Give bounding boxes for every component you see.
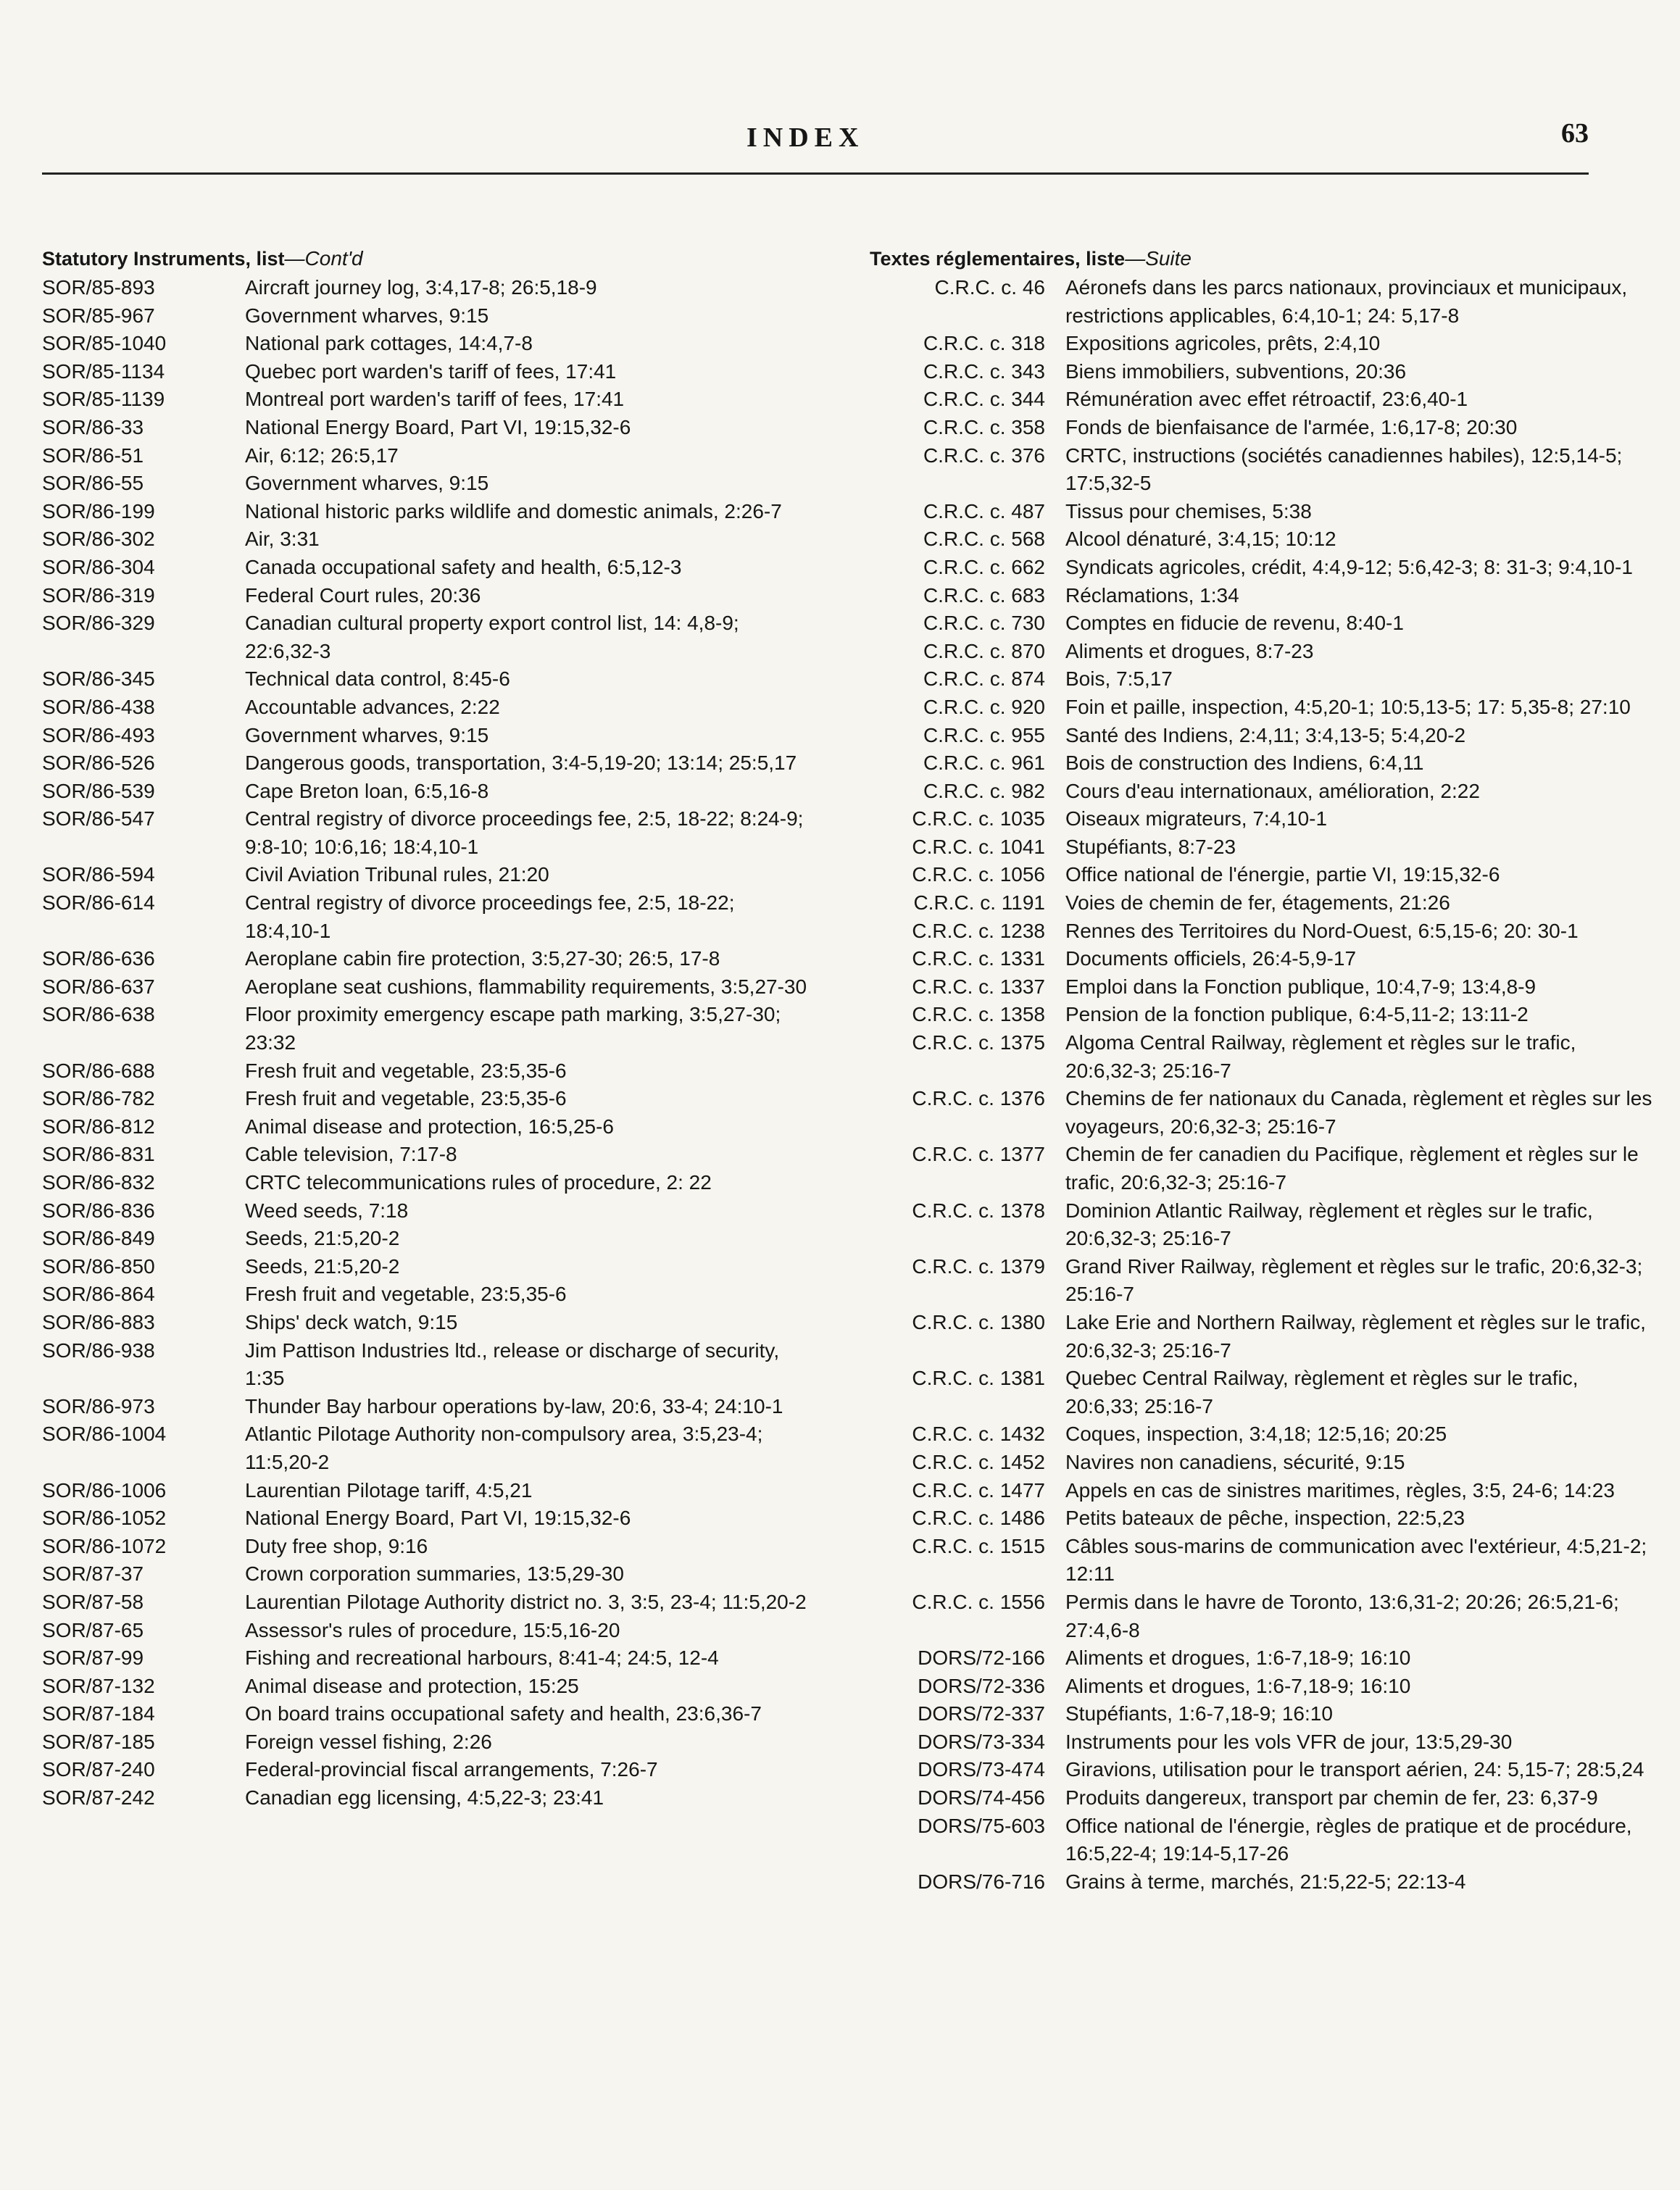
header-rule bbox=[42, 172, 1589, 175]
entry-description: Government wharves, 9:15 bbox=[245, 472, 489, 495]
entry-code: C.R.C. c. 1432 bbox=[912, 1423, 1045, 1446]
entry-code: SOR/85-1040 bbox=[42, 332, 167, 355]
index-entry bbox=[42, 1560, 810, 1589]
index-entry bbox=[42, 498, 810, 526]
entry-code: C.R.C. c. 376 bbox=[923, 444, 1045, 467]
entry-code: SOR/86-493 bbox=[42, 723, 155, 746]
index-entry bbox=[42, 470, 810, 498]
entry-code: SOR/86-1004 bbox=[42, 1423, 167, 1446]
index-entry bbox=[870, 749, 1652, 778]
index-entry bbox=[870, 414, 1652, 442]
index-entry bbox=[870, 1001, 1652, 1029]
entry-description: National Energy Board, Part VI, 19:15,32-6 bbox=[245, 1507, 631, 1530]
right-index-column bbox=[870, 246, 1652, 1896]
entry-description: Technical data control, 8:45-6 bbox=[245, 667, 510, 691]
entry-description: Chemins de fer nationaux du Canada, règlement et règles sur les voyageurs, 20:6,32-3; 25:16-7 bbox=[1065, 1087, 1652, 1138]
entry-code: C.R.C. c. 344 bbox=[923, 388, 1045, 411]
index-entry bbox=[870, 861, 1652, 889]
index-entry bbox=[42, 1001, 810, 1057]
entry-description: Animal disease and protection, 16:5,25-6 bbox=[245, 1115, 614, 1138]
entry-code: C.R.C. c. 874 bbox=[923, 667, 1045, 691]
entry-description: Foreign vessel fishing, 2:26 bbox=[245, 1730, 492, 1753]
entry-description: Aircraft journey log, 3:4,17-8; 26:5,18-9 bbox=[245, 276, 597, 299]
entry-description: Fishing and recreational harbours, 8:41-4; 24:5, 12-4 bbox=[245, 1646, 719, 1670]
entry-description: National Energy Board, Part VI, 19:15,32-6 bbox=[245, 415, 631, 438]
entry-code: SOR/86-614 bbox=[42, 891, 155, 915]
index-entry bbox=[870, 945, 1652, 973]
entry-description: Navires non canadiens, sécurité, 9:15 bbox=[1065, 1450, 1405, 1473]
index-entry bbox=[42, 665, 810, 694]
index-entry bbox=[42, 861, 810, 889]
entry-description: Lake Erie and Northern Railway, règlement et règles sur le trafic, 20:6,32-3; 25:16-7 bbox=[1065, 1310, 1646, 1362]
index-entry bbox=[870, 582, 1652, 610]
entry-description: Montreal port warden's tariff of fees, 17:41 bbox=[245, 388, 625, 411]
index-entry bbox=[42, 442, 810, 470]
index-entry bbox=[870, 1812, 1652, 1868]
entry-description: Laurentian Pilotage tariff, 4:5,21 bbox=[245, 1478, 533, 1502]
entry-description: Tissus pour chemises, 5:38 bbox=[1065, 499, 1312, 522]
index-entry bbox=[42, 1700, 810, 1728]
entry-code: SOR/86-33 bbox=[42, 415, 144, 438]
entry-description: Weed seeds, 7:18 bbox=[245, 1199, 409, 1222]
index-entry bbox=[870, 358, 1652, 386]
left-heading-text: Statutory Instruments, list bbox=[42, 248, 285, 270]
entry-description: CRTC telecommunications rules of procedure, 2: 22 bbox=[245, 1171, 712, 1194]
entry-code: C.R.C. c. 46 bbox=[934, 276, 1045, 299]
entry-description: CRTC, instructions (sociétés canadiennes habiles), 12:5,14-5; 17:5,32-5 bbox=[1065, 444, 1623, 495]
index-entry bbox=[42, 582, 810, 610]
entry-code: SOR/87-184 bbox=[42, 1702, 155, 1725]
index-entry bbox=[42, 749, 810, 778]
entry-description: Santé des Indiens, 2:4,11; 3:4,13-5; 5:4,20-2 bbox=[1065, 723, 1466, 746]
entry-code: C.R.C. c. 1380 bbox=[912, 1310, 1045, 1333]
entry-description: Foin et paille, inspection, 4:5,20-1; 10:5,13-5; 17: 5,35-8; 27:10 bbox=[1065, 695, 1631, 718]
index-entry bbox=[42, 1309, 810, 1337]
entry-description: Animal disease and protection, 15:25 bbox=[245, 1674, 579, 1697]
left-index-column bbox=[42, 246, 810, 1812]
entry-description: Fonds de bienfaisance de l'armée, 1:6,17-8; 20:30 bbox=[1065, 415, 1518, 438]
entry-description: Aeroplane cabin fire protection, 3:5,27-30; 26:5, 17-8 bbox=[245, 947, 720, 970]
entry-code: SOR/87-65 bbox=[42, 1618, 144, 1641]
entry-description: Réclamations, 1:34 bbox=[1065, 583, 1239, 607]
entry-code: C.R.C. c. 730 bbox=[923, 612, 1045, 635]
right-heading-suffix: —Suite bbox=[1125, 247, 1192, 270]
index-entry bbox=[42, 1673, 810, 1701]
index-entry bbox=[42, 694, 810, 722]
entry-code: SOR/86-836 bbox=[42, 1199, 155, 1222]
entry-description: Documents officiels, 26:4-5,9-17 bbox=[1065, 947, 1357, 970]
entry-description: Canada occupational safety and health, 6:5,12-3 bbox=[245, 555, 682, 578]
right-entry-list bbox=[870, 274, 1652, 1896]
entry-code: C.R.C. c. 982 bbox=[923, 779, 1045, 802]
entry-description: Permis dans le havre de Toronto, 13:6,31-2; 20:26; 26:5,21-6; 27:4,6-8 bbox=[1065, 1590, 1619, 1641]
entry-description: Government wharves, 9:15 bbox=[245, 723, 489, 746]
entry-description: Cape Breton loan, 6:5,16-8 bbox=[245, 779, 489, 802]
index-entry bbox=[42, 805, 810, 861]
entry-description: Office national de l'énergie, règles de pratique et de procédure, 16:5,22-4; 19:14-5,17-26 bbox=[1065, 1814, 1632, 1865]
entry-description: Atlantic Pilotage Authority non-compulsory area, 3:5,23-4; 11:5,20-2 bbox=[245, 1423, 763, 1473]
left-heading-suffix: —Cont'd bbox=[284, 247, 363, 270]
entry-code: SOR/87-37 bbox=[42, 1562, 144, 1586]
entry-description: Aeroplane seat cushions, flammability requirements, 3:5,27-30 bbox=[245, 975, 807, 998]
entry-code: C.R.C. c. 1452 bbox=[912, 1450, 1045, 1473]
entry-description: Cable television, 7:17-8 bbox=[245, 1143, 457, 1166]
index-entry bbox=[870, 638, 1652, 666]
entry-code: DORS/76-716 bbox=[918, 1870, 1045, 1893]
index-entry bbox=[870, 1141, 1652, 1196]
entry-code: SOR/86-329 bbox=[42, 612, 155, 635]
entry-code: SOR/86-345 bbox=[42, 667, 155, 691]
entry-code: SOR/86-438 bbox=[42, 695, 155, 718]
entry-description: Office national de l'énergie, partie VI, 19:15,32-6 bbox=[1065, 863, 1500, 886]
entry-code: DORS/74-456 bbox=[918, 1786, 1045, 1810]
entry-code: DORS/72-336 bbox=[918, 1674, 1045, 1697]
entry-code: SOR/86-55 bbox=[42, 472, 144, 495]
entry-code: SOR/86-304 bbox=[42, 555, 155, 578]
index-entry bbox=[870, 1085, 1652, 1141]
entry-code: SOR/85-1139 bbox=[42, 388, 165, 411]
index-entry bbox=[42, 1756, 810, 1784]
entry-code: C.R.C. c. 343 bbox=[923, 359, 1045, 383]
entry-code: DORS/73-474 bbox=[918, 1758, 1045, 1781]
entry-description: On board trains occupational safety and health, 23:6,36-7 bbox=[245, 1702, 762, 1725]
entry-code: DORS/72-337 bbox=[918, 1702, 1045, 1725]
entry-code: SOR/86-594 bbox=[42, 863, 155, 886]
left-entry-list bbox=[42, 274, 810, 1812]
index-entry bbox=[42, 1169, 810, 1197]
entry-code: SOR/86-636 bbox=[42, 947, 155, 970]
entry-description: Seeds, 21:5,20-2 bbox=[245, 1254, 400, 1278]
entry-code: SOR/86-832 bbox=[42, 1171, 155, 1194]
index-entry bbox=[870, 1253, 1652, 1309]
entry-description: Syndicats agricoles, crédit, 4:4,9-12; 5:6,42-3; 8: 31-3; 9:4,10-1 bbox=[1065, 555, 1633, 578]
entry-description: Laurentian Pilotage Authority district no. 3, 3:5, 23-4; 11:5,20-2 bbox=[245, 1590, 807, 1613]
index-entry bbox=[870, 1197, 1652, 1253]
entry-code: C.R.C. c. 1377 bbox=[912, 1143, 1045, 1166]
entry-code: SOR/86-938 bbox=[42, 1338, 155, 1362]
entry-description: Floor proximity emergency escape path marking, 3:5,27-30; 23:32 bbox=[245, 1003, 781, 1054]
index-entry bbox=[870, 1504, 1652, 1533]
index-entry bbox=[870, 1420, 1652, 1449]
entry-description: Air, 3:31 bbox=[245, 528, 320, 551]
index-entry bbox=[870, 498, 1652, 526]
entry-code: C.R.C. c. 1041 bbox=[912, 835, 1045, 858]
index-entry bbox=[42, 1085, 810, 1113]
entry-code: SOR/87-240 bbox=[42, 1758, 155, 1781]
index-entry bbox=[870, 442, 1652, 498]
entry-description: Federal-provincial fiscal arrangements, 7:26-7 bbox=[245, 1758, 658, 1781]
entry-code: SOR/87-58 bbox=[42, 1590, 144, 1613]
index-entry bbox=[42, 1337, 810, 1393]
entry-code: SOR/86-1072 bbox=[42, 1534, 167, 1557]
entry-description: Instruments pour les vols VFR de jour, 13:5,29-30 bbox=[1065, 1730, 1513, 1753]
index-entry bbox=[870, 1365, 1652, 1420]
entry-description: Bois, 7:5,17 bbox=[1065, 667, 1173, 691]
entry-description: Fresh fruit and vegetable, 23:5,35-6 bbox=[245, 1283, 567, 1306]
entry-description: Algoma Central Railway, règlement et règles sur le trafic, 20:6,32-3; 25:16-7 bbox=[1065, 1031, 1576, 1082]
entry-description: Central registry of divorce proceedings fee, 2:5, 18-22; 18:4,10-1 bbox=[245, 891, 735, 942]
index-entry bbox=[42, 973, 810, 1002]
entry-description: Biens immobiliers, subventions, 20:36 bbox=[1065, 359, 1407, 383]
right-column-heading bbox=[870, 246, 1652, 271]
index-entry bbox=[870, 1784, 1652, 1812]
entry-code: C.R.C. c. 487 bbox=[923, 499, 1045, 522]
index-entry bbox=[42, 1197, 810, 1225]
index-entry bbox=[42, 945, 810, 973]
entry-code: C.R.C. c. 1556 bbox=[912, 1590, 1045, 1613]
index-entry bbox=[870, 554, 1652, 582]
index-entry bbox=[870, 805, 1652, 833]
entry-description: Accountable advances, 2:22 bbox=[245, 695, 500, 718]
entry-code: SOR/86-782 bbox=[42, 1087, 155, 1110]
entry-code: SOR/86-1006 bbox=[42, 1478, 167, 1502]
entry-code: C.R.C. c. 1376 bbox=[912, 1087, 1045, 1110]
page-number: 63 bbox=[1561, 118, 1589, 149]
entry-description: Grains à terme, marchés, 21:5,22-5; 22:13-4 bbox=[1065, 1870, 1466, 1893]
entry-code: C.R.C. c. 662 bbox=[923, 555, 1045, 578]
index-entry bbox=[42, 1253, 810, 1281]
index-entry bbox=[42, 414, 810, 442]
index-entry bbox=[870, 722, 1652, 750]
entry-code: SOR/85-893 bbox=[42, 276, 155, 299]
entry-description: Federal Court rules, 20:36 bbox=[245, 583, 481, 607]
entry-description: Coques, inspection, 3:4,18; 12:5,16; 20:25 bbox=[1065, 1423, 1447, 1446]
entry-description: Seeds, 21:5,20-2 bbox=[245, 1227, 400, 1250]
entry-code: DORS/75-603 bbox=[918, 1814, 1045, 1837]
index-entry bbox=[870, 1533, 1652, 1589]
index-entry bbox=[870, 1477, 1652, 1505]
page-title: INDEX bbox=[747, 122, 865, 153]
entry-code: C.R.C. c. 955 bbox=[923, 723, 1045, 746]
entry-code: SOR/87-242 bbox=[42, 1786, 155, 1810]
entry-description: Government wharves, 9:15 bbox=[245, 304, 489, 327]
left-column-heading bbox=[42, 246, 810, 271]
entry-code: C.R.C. c. 1337 bbox=[912, 975, 1045, 998]
index-entry bbox=[42, 1784, 810, 1812]
entry-code: SOR/86-199 bbox=[42, 499, 155, 522]
entry-description: Stupéfiants, 8:7-23 bbox=[1065, 835, 1236, 858]
entry-description: Dominion Atlantic Railway, règlement et règles sur le trafic, 20:6,32-3; 25:16-7 bbox=[1065, 1199, 1593, 1250]
entry-code: SOR/87-185 bbox=[42, 1730, 155, 1753]
entry-description: Aliments et drogues, 1:6-7,18-9; 16:10 bbox=[1065, 1646, 1411, 1670]
entry-description: Comptes en fiducie de revenu, 8:40-1 bbox=[1065, 612, 1404, 635]
entry-description: Aliments et drogues, 1:6-7,18-9; 16:10 bbox=[1065, 1674, 1411, 1697]
index-entry bbox=[42, 1533, 810, 1561]
entry-code: C.R.C. c. 318 bbox=[923, 332, 1045, 355]
index-entry bbox=[870, 1029, 1652, 1085]
index-entry bbox=[42, 1589, 810, 1617]
entry-code: SOR/86-1052 bbox=[42, 1507, 167, 1530]
index-entry bbox=[42, 1281, 810, 1309]
index-entry bbox=[870, 330, 1652, 358]
index-entry bbox=[42, 1504, 810, 1533]
index-entry bbox=[870, 1644, 1652, 1673]
entry-code: SOR/86-849 bbox=[42, 1227, 155, 1250]
entry-code: C.R.C. c. 358 bbox=[923, 415, 1045, 438]
index-entry bbox=[870, 1868, 1652, 1897]
entry-code: SOR/86-831 bbox=[42, 1143, 155, 1166]
entry-description: Grand River Railway, règlement et règles sur le trafic, 20:6,32-3; 25:16-7 bbox=[1065, 1254, 1643, 1306]
index-entry bbox=[42, 1225, 810, 1253]
entry-description: Ships' deck watch, 9:15 bbox=[245, 1310, 458, 1333]
index-entry bbox=[42, 1393, 810, 1421]
entry-code: DORS/73-334 bbox=[918, 1730, 1045, 1753]
index-entry bbox=[42, 609, 810, 665]
index-entry bbox=[870, 1728, 1652, 1757]
index-entry bbox=[42, 1477, 810, 1505]
index-entry bbox=[870, 833, 1652, 862]
index-entry bbox=[870, 694, 1652, 722]
entry-code: SOR/86-864 bbox=[42, 1283, 155, 1306]
entry-description: Expositions agricoles, prêts, 2:4,10 bbox=[1065, 332, 1381, 355]
entry-code: SOR/86-850 bbox=[42, 1254, 155, 1278]
entry-description: Central registry of divorce proceedings fee, 2:5, 18-22; 8:24-9; 9:8-10; 10:6,16; 18:4,10-1 bbox=[245, 807, 804, 858]
index-entry bbox=[42, 554, 810, 582]
entry-code: SOR/86-637 bbox=[42, 975, 155, 998]
entry-code: C.R.C. c. 1381 bbox=[912, 1367, 1045, 1390]
index-entry bbox=[42, 1420, 810, 1476]
entry-description: Bois de construction des Indiens, 6:4,11 bbox=[1065, 751, 1424, 775]
index-entry bbox=[870, 1309, 1652, 1365]
entry-description: Appels en cas de sinistres maritimes, règles, 3:5, 24-6; 14:23 bbox=[1065, 1478, 1615, 1502]
entry-description: Cours d'eau internationaux, amélioration, 2:22 bbox=[1065, 779, 1480, 802]
entry-description: Fresh fruit and vegetable, 23:5,35-6 bbox=[245, 1087, 567, 1110]
entry-code: C.R.C. c. 1379 bbox=[912, 1254, 1045, 1278]
entry-code: C.R.C. c. 1035 bbox=[912, 807, 1045, 830]
entry-code: C.R.C. c. 1486 bbox=[912, 1507, 1045, 1530]
index-entry bbox=[870, 778, 1652, 806]
entry-description: Duty free shop, 9:16 bbox=[245, 1534, 428, 1557]
entry-code: SOR/85-967 bbox=[42, 304, 155, 327]
entry-description: Alcool dénaturé, 3:4,15; 10:12 bbox=[1065, 528, 1336, 551]
entry-description: Stupéfiants, 1:6-7,18-9; 16:10 bbox=[1065, 1702, 1333, 1725]
entry-description: Voies de chemin de fer, étagements, 21:26 bbox=[1065, 891, 1450, 915]
index-entry bbox=[42, 525, 810, 554]
entry-code: C.R.C. c. 1056 bbox=[912, 863, 1045, 886]
entry-description: Chemin de fer canadien du Pacifique, règlement et règles sur le trafic, 20:6,32-3; 25:16-7 bbox=[1065, 1143, 1639, 1194]
index-entry bbox=[42, 1617, 810, 1645]
entry-description: Câbles sous-marins de communication avec l'extérieur, 4:5,21-2; 12:11 bbox=[1065, 1534, 1647, 1586]
entry-code: C.R.C. c. 1375 bbox=[912, 1031, 1045, 1054]
entry-description: Thunder Bay harbour operations by-law, 20:6, 33-4; 24:10-1 bbox=[245, 1394, 783, 1417]
entry-description: National park cottages, 14:4,7-8 bbox=[245, 332, 533, 355]
entry-code: C.R.C. c. 1515 bbox=[912, 1534, 1045, 1557]
entry-code: C.R.C. c. 961 bbox=[923, 751, 1045, 775]
entry-code: SOR/86-526 bbox=[42, 751, 155, 775]
entry-description: Pension de la fonction publique, 6:4-5,11-2; 13:11-2 bbox=[1065, 1003, 1529, 1026]
entry-code: SOR/86-883 bbox=[42, 1310, 155, 1333]
entry-description: National historic parks wildlife and domestic animals, 2:26-7 bbox=[245, 499, 782, 522]
index-entry bbox=[870, 917, 1652, 946]
entry-code: C.R.C. c. 683 bbox=[923, 583, 1045, 607]
entry-description: Petits bateaux de pêche, inspection, 22:5,23 bbox=[1065, 1507, 1465, 1530]
entry-description: Rémunération avec effet rétroactif, 23:6,40-1 bbox=[1065, 388, 1468, 411]
index-entry bbox=[870, 1449, 1652, 1477]
index-entry bbox=[42, 302, 810, 330]
index-entry bbox=[870, 274, 1652, 330]
index-entry bbox=[870, 609, 1652, 638]
entry-code: SOR/86-812 bbox=[42, 1115, 155, 1138]
index-entry bbox=[870, 665, 1652, 694]
entry-code: C.R.C. c. 568 bbox=[923, 528, 1045, 551]
entry-code: C.R.C. c. 1477 bbox=[912, 1478, 1045, 1502]
index-entry bbox=[42, 274, 810, 302]
index-entry bbox=[42, 386, 810, 414]
entry-code: SOR/87-99 bbox=[42, 1646, 144, 1670]
entry-description: Quebec port warden's tariff of fees, 17:41 bbox=[245, 359, 617, 383]
entry-code: SOR/85-1134 bbox=[42, 359, 165, 383]
entry-description: Aliments et drogues, 8:7-23 bbox=[1065, 639, 1314, 662]
index-entry bbox=[42, 1141, 810, 1169]
index-entry bbox=[42, 722, 810, 750]
index-entry bbox=[870, 889, 1652, 917]
entry-code: SOR/86-302 bbox=[42, 528, 155, 551]
index-entry bbox=[42, 330, 810, 358]
index-entry bbox=[42, 1113, 810, 1141]
entry-code: C.R.C. c. 1191 bbox=[913, 891, 1045, 915]
index-entry bbox=[42, 1057, 810, 1086]
entry-description: Assessor's rules of procedure, 15:5,16-20 bbox=[245, 1618, 620, 1641]
entry-description: Civil Aviation Tribunal rules, 21:20 bbox=[245, 863, 549, 886]
index-entry bbox=[870, 1756, 1652, 1784]
entry-code: SOR/86-638 bbox=[42, 1003, 155, 1026]
entry-description: Oiseaux migrateurs, 7:4,10-1 bbox=[1065, 807, 1328, 830]
entry-code: SOR/87-132 bbox=[42, 1674, 155, 1697]
entry-description: Emploi dans la Fonction publique, 10:4,7-9; 13:4,8-9 bbox=[1065, 975, 1536, 998]
entry-description: Giravions, utilisation pour le transport aérien, 24: 5,15-7; 28:5,24 bbox=[1065, 1758, 1644, 1781]
index-entry bbox=[870, 1700, 1652, 1728]
entry-code: C.R.C. c. 1378 bbox=[912, 1199, 1045, 1222]
index-entry bbox=[42, 358, 810, 386]
entry-code: SOR/86-539 bbox=[42, 779, 155, 802]
entry-description: Fresh fruit and vegetable, 23:5,35-6 bbox=[245, 1059, 567, 1082]
entry-code: C.R.C. c. 870 bbox=[923, 639, 1045, 662]
index-entry bbox=[870, 973, 1652, 1002]
index-entry bbox=[870, 525, 1652, 554]
entry-description: Aéronefs dans les parcs nationaux, provinciaux et municipaux, restrictions applicables, 6:4,10-1; 24: 5,17-8 bbox=[1065, 276, 1628, 327]
entry-description: Crown corporation summaries, 13:5,29-30 bbox=[245, 1562, 624, 1586]
index-entry bbox=[42, 778, 810, 806]
entry-code: C.R.C. c. 1358 bbox=[912, 1003, 1045, 1026]
entry-code: C.R.C. c. 1331 bbox=[912, 947, 1045, 970]
entry-description: Rennes des Territoires du Nord-Ouest, 6:5,15-6; 20: 30-1 bbox=[1065, 919, 1579, 942]
entry-code: SOR/86-547 bbox=[42, 807, 155, 830]
right-heading-text: Textes réglementaires, liste bbox=[870, 248, 1126, 270]
entry-description: Air, 6:12; 26:5,17 bbox=[245, 444, 399, 467]
entry-code: C.R.C. c. 1238 bbox=[912, 919, 1045, 942]
entry-code: C.R.C. c. 920 bbox=[923, 695, 1045, 718]
index-entry bbox=[42, 1644, 810, 1673]
entry-description: Produits dangereux, transport par chemin de fer, 23: 6,37-9 bbox=[1065, 1786, 1598, 1810]
entry-code: DORS/72-166 bbox=[918, 1646, 1045, 1670]
index-entry bbox=[42, 1728, 810, 1757]
entry-code: SOR/86-319 bbox=[42, 583, 155, 607]
entry-code: SOR/86-51 bbox=[42, 444, 144, 467]
index-entry bbox=[870, 1589, 1652, 1644]
index-entry bbox=[870, 386, 1652, 414]
entry-code: SOR/86-688 bbox=[42, 1059, 155, 1082]
entry-code: SOR/86-973 bbox=[42, 1394, 155, 1417]
index-entry bbox=[42, 889, 810, 945]
index-entry bbox=[870, 1673, 1652, 1701]
entry-description: Canadian cultural property export control list, 14: 4,8-9; 22:6,32-3 bbox=[245, 612, 739, 662]
entry-description: Dangerous goods, transportation, 3:4-5,19-20; 13:14; 25:5,17 bbox=[245, 751, 797, 775]
page-header bbox=[0, 118, 1680, 180]
entry-description: Canadian egg licensing, 4:5,22-3; 23:41 bbox=[245, 1786, 604, 1810]
entry-description: Jim Pattison Industries ltd., release or discharge of security, 1:35 bbox=[245, 1338, 780, 1390]
entry-description: Quebec Central Railway, règlement et règles sur le trafic, 20:6,33; 25:16-7 bbox=[1065, 1367, 1579, 1417]
